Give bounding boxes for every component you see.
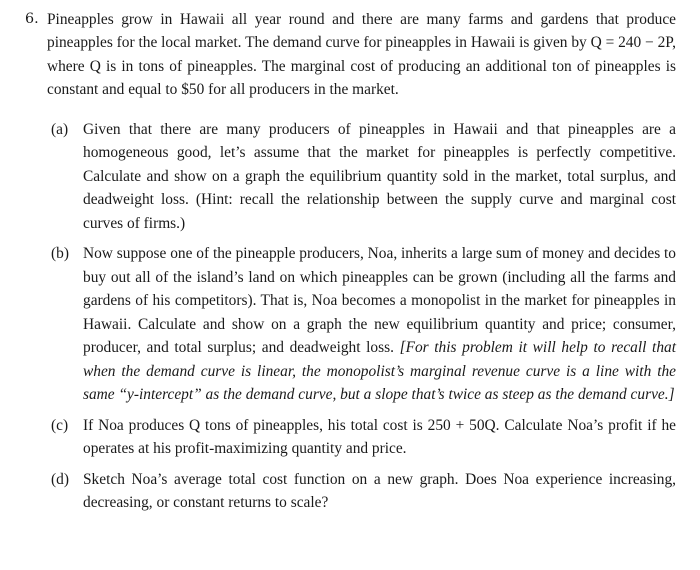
problem-6 — [25, 8, 676, 522]
problem-intro: Pineapples grow in Hawaii all year round and there are many farms and gardens that produce pineapples for the local market. The demand curve for pineapples in Hawaii is given by Q = 240 − 2P, where Q is in tons of pineapples. The marginal cost of producing an additional ton of pineapples is constant and equal to $50 for all producers in the market. — [47, 11, 676, 99]
part-c-text: If Noa produces Q tons of pineapples, his total cost is 250 + 50Q. Calculate Noa’s profit if he operates at his profit-maximizing quantity and price. — [83, 416, 676, 458]
part-a-label: (a) — [51, 120, 69, 138]
part-d — [51, 468, 676, 515]
problem-number: 6. — [25, 11, 39, 27]
part-b-label: (b) — [51, 245, 69, 263]
part-c-label: (c) — [51, 416, 69, 434]
part-a — [51, 118, 676, 236]
part-b-text: Now suppose one of the pineapple producers, Noa, inherits a large sum of money and decides to buy out all of the island’s land on which pineapples can be grown (including all the farms and gardens of his competitors). That is, Noa becomes a monopolist in the market for pineapples in Hawaii. Calculate and show on a graph the new equilibrium quantity and price; consumer, producer, and total surplus; and deadweight loss. — [83, 245, 676, 357]
problem-parts — [51, 118, 676, 515]
part-b-hint: [For this problem it will help to recall that when the demand curve is linear, the monopolist’s marginal revenue curve is a line with the same “y-intercept” as the demand curve, but a slope that’s twice as steep as the demand curve.] — [83, 339, 676, 404]
part-d-text: Sketch Noa’s average total cost function on a new graph. Does Noa experience increasing, decreasing, or constant returns to scale? — [83, 470, 676, 512]
part-b-content — [83, 242, 676, 407]
problem-body — [47, 8, 676, 522]
part-c — [51, 414, 676, 461]
part-a-text: Given that there are many producers of pineapples in Hawaii and that pineapples are a homogeneous good, let’s assume that the market for pineapples is perfectly competitive. Calculate and show on a graph the equilibrium quantity sold in the market, total surplus, and deadweight loss. (Hint: recall the relationship between the supply curve and marginal cost curves of firms.) — [83, 120, 676, 232]
part-b — [51, 242, 676, 407]
part-d-label: (d) — [51, 470, 69, 488]
